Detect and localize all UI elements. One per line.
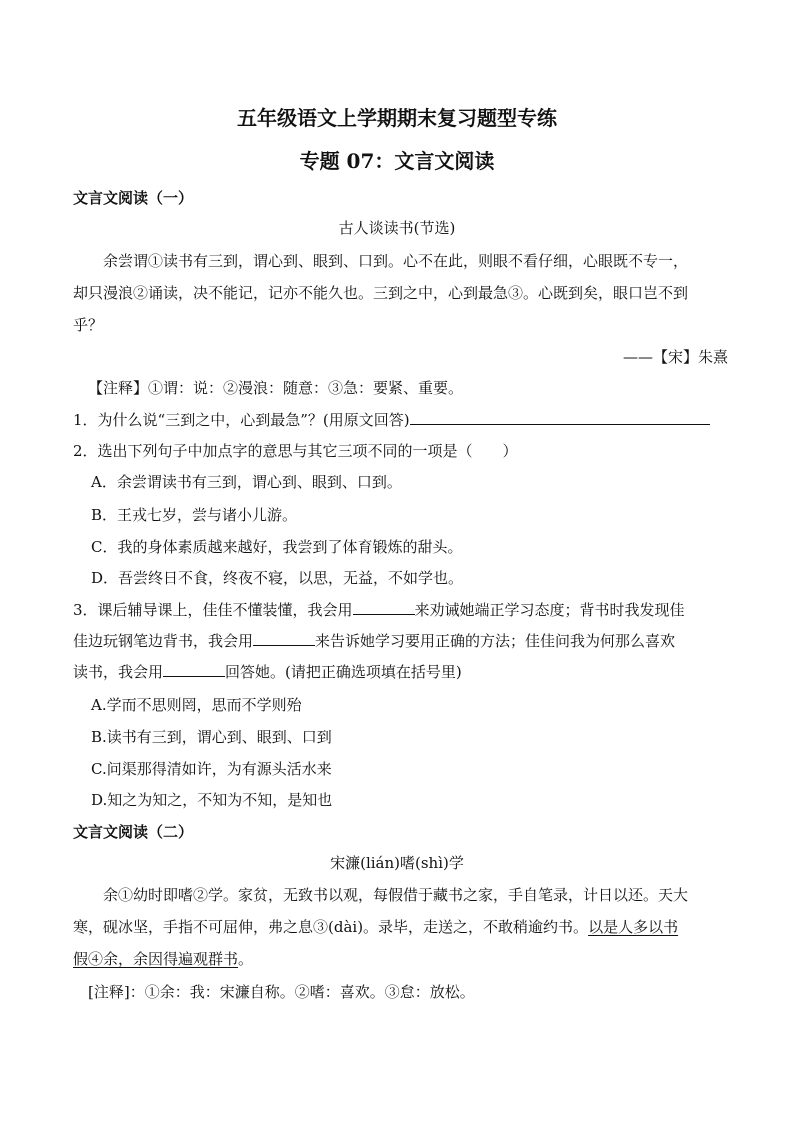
question-3-line (73, 662, 462, 682)
passage-text-line: 却只漫浪②诵读，决不能记，记亦不能久也。三到之中，心到最急③。心既到矣，眼口岂不到 (73, 284, 689, 302)
question-3-text: 来告诉她学习要用正确的方法；佳佳问我为何那么喜欢 (315, 632, 676, 650)
passage-text-line: 余①幼时即嗜②学。家贫，无致书以观，每假借于藏书之家，手自笔录，计日以还。天大 (103, 886, 689, 904)
question-2-option-b: B．王戎七岁，尝与诸小儿游。 (91, 506, 298, 524)
passage-author: ——【宋】朱熹 (622, 348, 728, 366)
question-3-option-c: C.问渠那得清如许，为有源头活水来 (91, 760, 332, 778)
passage-text-line: 余尝谓①读书有三到，谓心到、眼到、口到。心不在此，则眼不看仔细，心眼既不专一， (103, 252, 689, 270)
question-3-line (73, 631, 675, 651)
passage-text-line: 乎？ (73, 316, 104, 334)
question-1 (73, 410, 710, 430)
answer-blank[interactable] (410, 410, 710, 425)
passage-title-1: 古人谈读书(节选) (338, 219, 456, 237)
document-title: 五年级语文上学期期末复习题型专练 (237, 106, 557, 130)
question-3-text: 佳边玩钢笔边背书，我会用 (73, 632, 254, 650)
question-2-option-d: D．吾尝终日不食，终夜不寝，以思，无益，不如学也。 (91, 569, 464, 587)
passage-notes: [注释]：①余：我：宋濂自称。②嗜：喜欢。③怠：放松。 (88, 983, 475, 1001)
underlined-sentence: 假④余，余因得遍观群书 (73, 950, 239, 968)
question-3-text: 来劝诫她端正学习态度；背书时我发现佳 (414, 601, 685, 619)
answer-blank[interactable] (163, 662, 225, 677)
section-heading-1: 文言文阅读（一） (73, 189, 194, 207)
question-2-option-a: A．余尝谓读书有三到，谓心到、眼到、口到。 (91, 473, 402, 491)
section-heading-2: 文言文阅读（二） (73, 823, 194, 841)
question-2: 2．选出下列句子中加点字的意思与其它三项不同的一项是（ ） (73, 442, 518, 460)
question-1-text: 1．为什么说“三到之中，心到最急”？(用原文回答) (73, 411, 410, 429)
passage-title-2: 宋濂(lián)嗜(shì)学 (330, 854, 464, 872)
passage-text: 。 (238, 950, 254, 968)
document-subtitle: 专题 07：文言文阅读 (299, 149, 495, 173)
passage-text-line (73, 949, 253, 969)
question-3-option-d: D.知之为知之，不知为不知，是知也 (91, 791, 333, 809)
underlined-sentence: 以是人多以书 (588, 918, 679, 936)
answer-blank[interactable] (353, 600, 415, 615)
question-3-option-a: A.学而不思则罔，思而不学则殆 (91, 696, 302, 714)
answer-blank[interactable] (253, 631, 315, 646)
question-3-text: 回答她。(请把正确选项填在括号里) (225, 663, 462, 681)
passage-text-line (73, 917, 678, 937)
question-3-text: 3．课后辅导课上，佳佳不懂装懂，我会用 (73, 601, 353, 619)
question-2-option-c: C．我的身体素质越来越好，我尝到了体育锻炼的甜头。 (91, 538, 463, 556)
question-3-option-b: B.读书有三到，谓心到、眼到、口到 (91, 728, 332, 746)
passage-text: 寒，砚冰坚，手指不可屈伸，弗之息③(dài)。录毕，走送之，不敢稍逾约书。 (73, 918, 589, 936)
question-3-line (73, 600, 685, 620)
question-3-text: 读书，我会用 (73, 663, 164, 681)
passage-notes: 【注释】①谓：说：②漫浪：随意：③急：要紧、重要。 (88, 379, 464, 397)
